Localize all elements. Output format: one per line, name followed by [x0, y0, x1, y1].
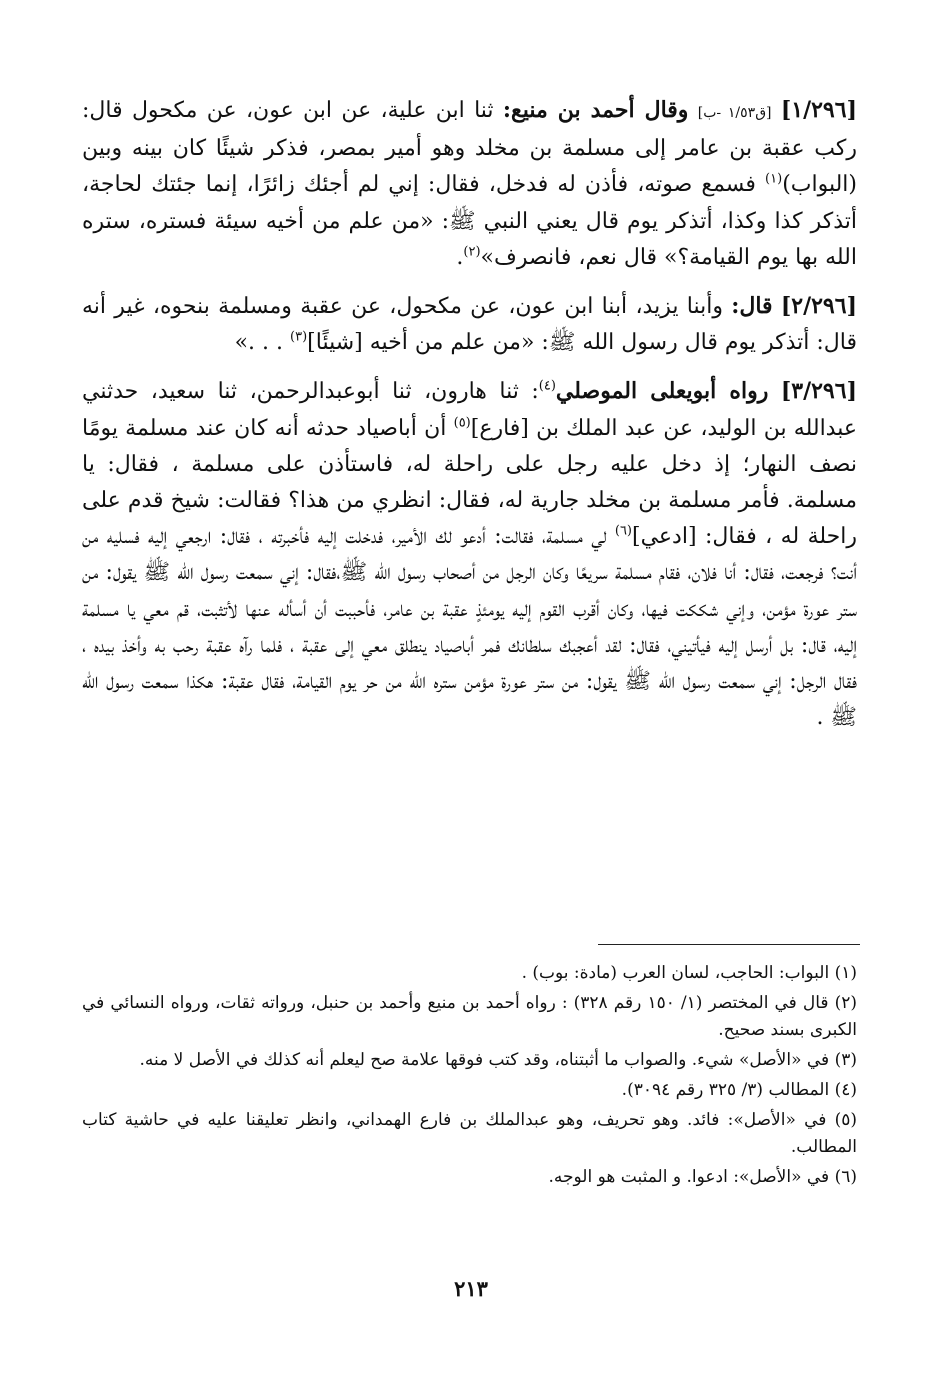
footnote-ref: (٥): [453, 415, 471, 431]
paragraph-2: [82, 288, 857, 361]
footnote: (٥) في «الأصل»: فائد. وهو تحريف، وهو عبدالملك بن فارع الهمداني، وانظر تعليقنا عليه في حاشية كتاب المطالب.: [82, 1110, 857, 1157]
footnote-ref: (١): [765, 172, 783, 188]
hadith-text: لي مسلمة، فقالت: أدعو لك الأمير، فدخلت إليه فأخبرته ، فقال: ارجعي إليه فسليه من أنت؟ فرجعت، فقال: أنا فلان، فقام مسلمة سريعًا وكان الرجل من أصحاب رسول الله ﷺ،فقال: إني سمعت رسول الله ﷺ يقول: من ستر عورة مؤمن، وإني شككت فيها، وكان أقرب القوم إليه يومئذٍ عقبة بن عامر، فأحببت أن أسأله عنها لأتثبت، قم معي يا مسلمة إليه، قال: بل أرسل إليه فيأتيني، فقال: لقد أعجبك سلطانك فمر أباصياد ينطلق معي إلى عقبة ، فلما رآه عقبة رحب به وأخذ بيده ، فقال الرجل: إني سمعت رسول الله ﷺ يقول: من ستر عورة مؤمن ستره الله من حر يوم القيامة، فقال عقبة: هكذا سمعت رسول الله ﷺ .: [82, 524, 857, 731]
manuscript-reference: [ق١/٥٣ -ب]: [697, 105, 772, 121]
footnote: (١) البواب: الحاجب، لسان العرب (مادة: بوب) .: [521, 963, 857, 983]
hadith-text: أن أباصياد حدثه أنه كان عند مسلمة يومًا نصف النهار؛ إذ دخل عليه رجل على راحلة له، فاستأذن على مسلمة ، فقال: يا مسلمة. فأمر مسلمة بن مخلد جارية له، فقال: انظري من هذا؟ فقالت: شيخ قدم على راحلة له ، فقال: [ادعي]: [82, 415, 857, 550]
footnote-ref: (٣): [290, 329, 308, 345]
hadith-text: .: [456, 244, 464, 270]
footnote: (٢) قال في المختصر (١/ ١٥٠ رقم ٣٢٨) : رواه أحمد بن منيع وأحمد بن حنبل، ورواته ثقات، ورواه النسائي في الكبرى بسند صحيح.: [82, 993, 857, 1040]
hadith-number: [١/٢٩٦]: [780, 97, 857, 123]
narrator-lead: رواه أبويعلى الموصلي: [555, 378, 769, 405]
page-number: ٢١٣: [454, 1276, 488, 1301]
footnote: (٦) في «الأصل»: ادعوا. و المثبت هو الوجه.: [548, 1167, 857, 1187]
hadith-text: فسمع صوته، فأذن له فدخل، فقال: إني لم أجئك زائرًا، إنما جئتك لحاجة، أتذكر كذا وكذا، أتذكر يوم قال يعني النبي ﷺ: «من علم من أخيه سيئة فستره، ستره الله بها يوم القيامة؟» قال نعم، فانصرف»: [82, 172, 857, 270]
hadith-text: وأبنا يزيد، أبنا ابن عون، عن مكحول، عن عقبة ومسلمة بنحوه، غير أنه قال: أتذكر يوم قال رسول الله ﷺ: «من علم من أخيه [شيئًا]: [82, 294, 857, 356]
footnote: (٤) المطالب (٣/ ٣٢٥ رقم ٣٠٩٤).: [621, 1080, 857, 1100]
paragraph-1: [82, 92, 857, 276]
hadith-text: : ثنا هارون، ثنا أبوعبدالرحمن، ثنا سعيد، حدثني عبدالله بن الوليد، عن عبد الملك بن [فارع]: [82, 379, 857, 441]
paragraph-3: [82, 373, 857, 736]
hadith-number: [٢/٢٩٦]: [780, 293, 857, 320]
narrator-lead: قال:: [731, 293, 773, 320]
hadith-text: ثنا ابن علية، عن ابن عون، عن مكحول قال: ركب عقبة بن عامر إلى مسلمة بن مخلد وهو أمير بمصر، فذكر شيئًا كان بينه وبين (البواب): [82, 98, 857, 198]
main-text: [82, 92, 857, 748]
footnote: (٣) في «الأصل» شيء. والصواب ما أثبتناه، وقد كتب فوقها علامة صح ليعلم أنه كذلك في الأصل لا منه.: [139, 1050, 857, 1070]
footnote-ref: (٢): [463, 244, 481, 260]
footnote-separator: [598, 944, 860, 945]
footnote-ref: (٤): [538, 379, 556, 395]
hadith-text: . . .»: [234, 330, 291, 356]
footnotes: [82, 960, 857, 1194]
footnote-ref: (٦): [614, 523, 632, 539]
hadith-number: [٣/٢٩٦]: [780, 378, 857, 405]
narrator-lead: وقال أحمد بن منيع:: [502, 97, 689, 123]
